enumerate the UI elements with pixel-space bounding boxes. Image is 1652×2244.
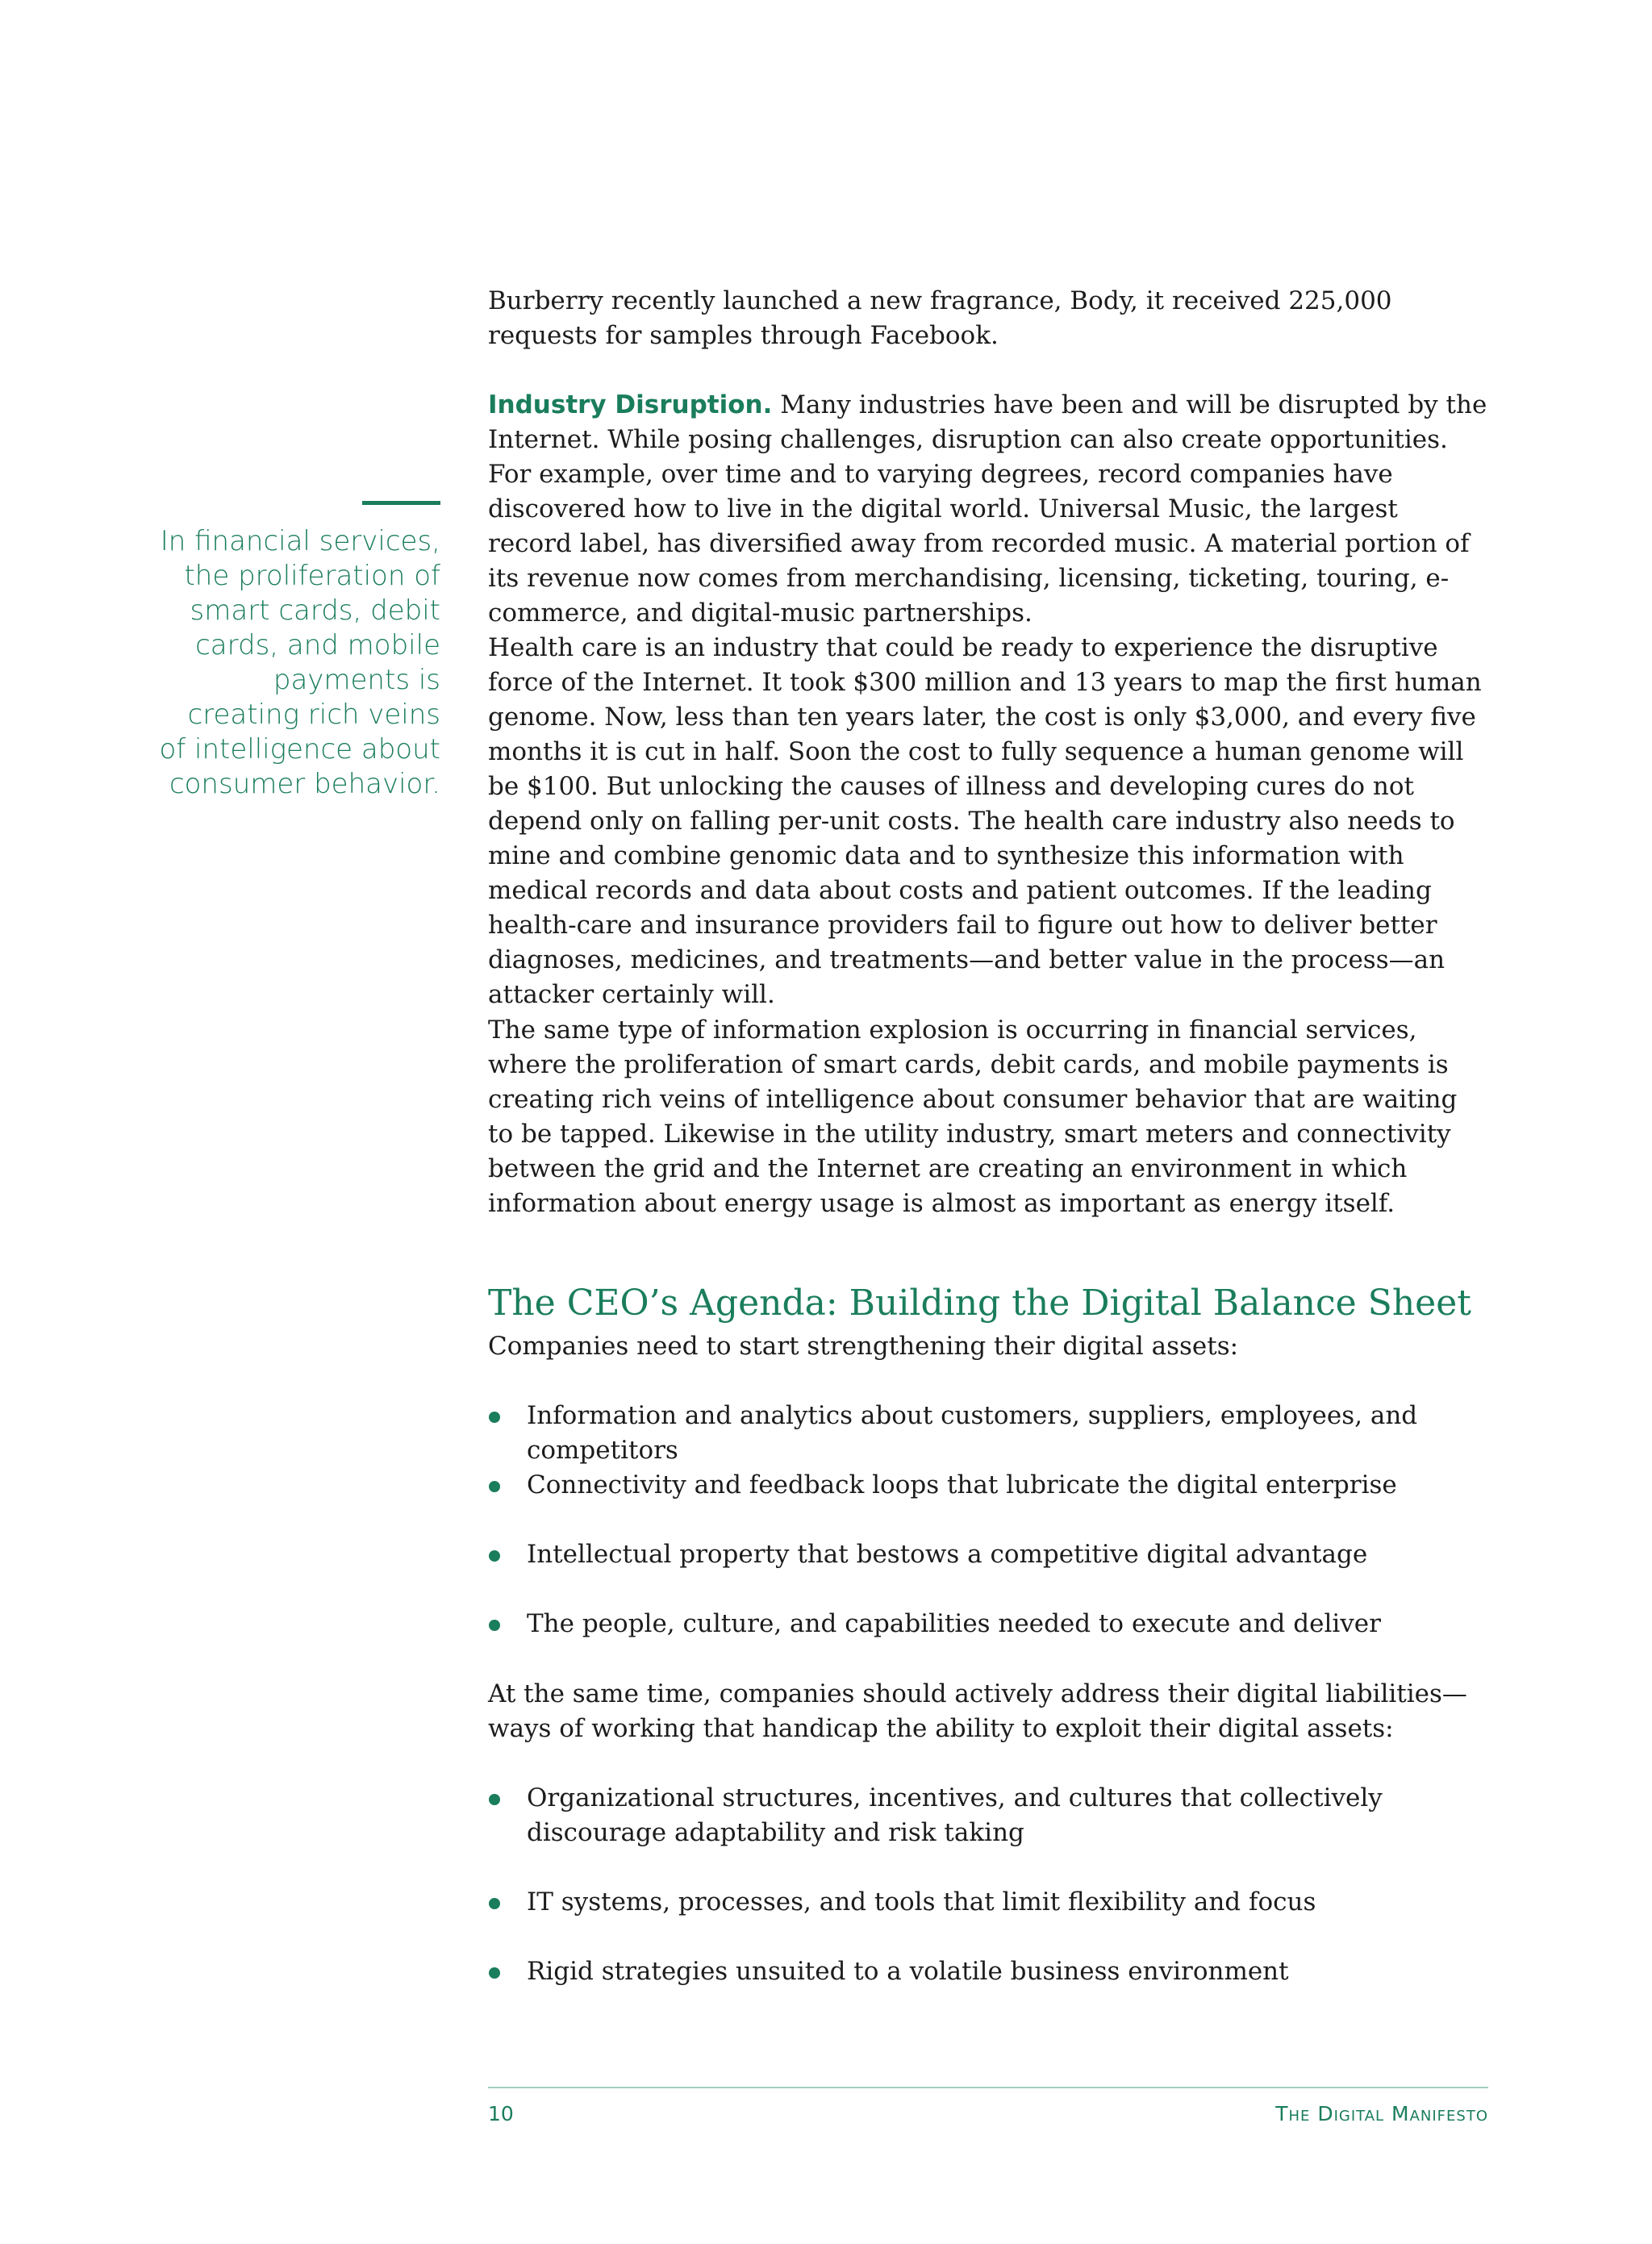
list-item: Rigid strategies unsuited to a volatile business environment [488,1954,1488,1989]
section-intro-block [488,1329,1488,1364]
health-care-paragraph [488,631,1488,1012]
footer-title: The Digital Manifesto [1275,2102,1488,2125]
bullet-icon [489,1967,500,1979]
pull-quote: In financial services, the proliferation of smart cards, debit cards, and mobile payments is creating rich veins of intelligence about consumer behavior. [159,525,440,800]
list-item: The people, culture, and capabilities needed to execute and deliver [488,1607,1488,1641]
list-item: Information and analytics about customers, suppliers, employees, and competitors [488,1399,1488,1468]
section-heading-block [488,1283,1488,1324]
industry-disruption-text: Many industries have been and will be disrupted by the Internet. While posing challenges, disruption can also create opportunities. For example, over time and to varying degrees, record companies have discovered how to live in the digital world. Universal Music, the largest record label, has diversified away from recorded music. A material portion of its revenue now comes from merchandising, licensing, ticketing, touring, e-commerce, and digital-music partnerships. [488,390,1487,628]
industry-disruption-paragraph [488,388,1488,631]
intro-paragraph [488,284,1488,353]
liabilities-intro-block [488,1677,1488,1746]
section-heading: The CEO’s Agenda: Building the Digital Balance Sheet [488,1283,1471,1324]
footer-divider [488,2087,1488,2088]
section-intro: Companies need to start strengthening their digital assets: [488,1332,1239,1361]
bullet-icon [489,1412,500,1423]
liabilities-list-3 [488,1954,1488,1989]
assets-list-2 [488,1468,1488,1503]
assets-list-3 [488,1537,1488,1572]
liabilities-intro: At the same time, companies should actively address their digital liabilities—ways of working that handicap the ability to exploit their digital assets: [488,1679,1467,1743]
assets-list [488,1399,1488,1468]
bullet-icon [489,1898,500,1909]
bullet-icon [489,1620,500,1631]
pull-quote-rule [362,501,440,505]
industry-disruption-lead: Industry Disruption. [488,390,773,419]
bullet-icon [489,1794,500,1805]
bullet-icon [489,1481,500,1492]
assets-list-4 [488,1607,1488,1641]
page-number: 10 [488,2102,514,2125]
financial-paragraph [488,1013,1488,1221]
liabilities-list [488,1781,1488,1850]
list-item: Connectivity and feedback loops that lubricate the digital enterprise [488,1468,1488,1503]
health-care-text: Health care is an industry that could be ready to experience the disruptive force of the Internet. It took $300 million and 13 years to map the first human genome. Now, less than ten years later, the cost is only $3,000, and every five months it is cut in half. Soon the cost to fully sequence a human genome will be $100. But unlocking the causes of illness and developing cures do not depend only on falling per-unit costs. The health care industry also needs to mine and combine genomic data and to synthesize this information with medical records and data about costs and patient outcomes. If the leading health-care and insurance providers fail to figure out how to deliver better diagnoses, medicines, and treatments—and better value in the process—an attacker certainly will. [488,633,1482,1009]
financial-text: The same type of information explosion is occurring in financial services, where the proliferation of smart cards, debit cards, and mobile payments is creating rich veins of intelligence about consumer behavior that are waiting to be tapped. Likewise in the utility industry, smart meters and connectivity between the grid and the Internet are creating an environment in which information about energy usage is almost as important as energy itself. [488,1016,1458,1218]
list-item: Organizational structures, incentives, and cultures that collectively discourage adaptability and risk taking [488,1781,1488,1850]
liabilities-list-2 [488,1885,1488,1920]
list-item: IT systems, processes, and tools that limit flexibility and focus [488,1885,1488,1920]
intro-text: Burberry recently launched a new fragrance, Body, it received 225,000 requests for samples through Facebook. [488,286,1392,350]
list-item: Intellectual property that bestows a competitive digital advantage [488,1537,1488,1572]
bullet-icon [489,1550,500,1562]
